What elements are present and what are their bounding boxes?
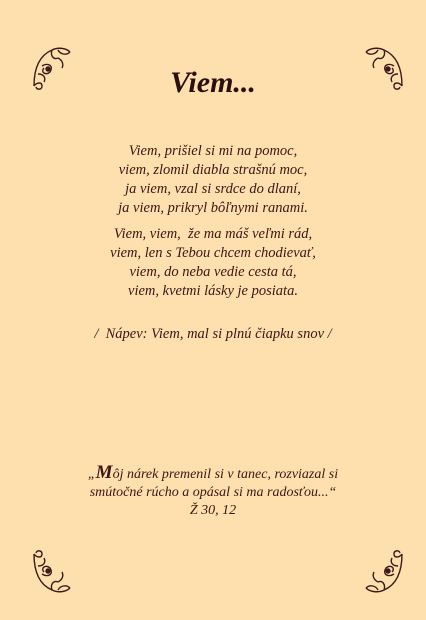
verse-line: viem, len s Tebou chcem chodievať, (110, 245, 316, 261)
verse-2 (0, 225, 426, 301)
song-title: Viem... (170, 66, 256, 99)
verse-line: ja viem, vzal si srdce do dlaní, (125, 181, 301, 197)
open-quote: „ (87, 467, 96, 482)
verse-line: Viem, prišiel si mi na pomoc, (128, 143, 298, 159)
scripture-quote (0, 464, 426, 520)
quote-text: ôj nárek premenil si v tanec, rozviazal si (112, 467, 339, 482)
refrain-note: / Nápev: Viem, mal si plnú čiapku snov / (94, 326, 332, 342)
verse-line: Viem, viem, že ma máš veľmi rád, (113, 226, 313, 242)
quote-line-1 (0, 464, 426, 484)
floral-corner-icon (362, 546, 408, 598)
quote-reference: Ž 30, 12 (189, 503, 237, 518)
verse-line: viem, do neba vedie cesta tá, (129, 264, 297, 280)
verse-1 (0, 142, 426, 218)
verse-line: viem, zlomil diabla strašnú moc, (118, 162, 308, 178)
verse-line: ja viem, prikryl bôľnymi ranami. (118, 200, 308, 216)
verse-line: viem, kvetmi lásky je posiata. (128, 283, 298, 299)
quote-line-2: smútočné rúcho a opásal si ma radosťou...“ (89, 485, 337, 500)
floral-corner-icon (28, 546, 74, 598)
drop-initial: M (95, 462, 113, 483)
